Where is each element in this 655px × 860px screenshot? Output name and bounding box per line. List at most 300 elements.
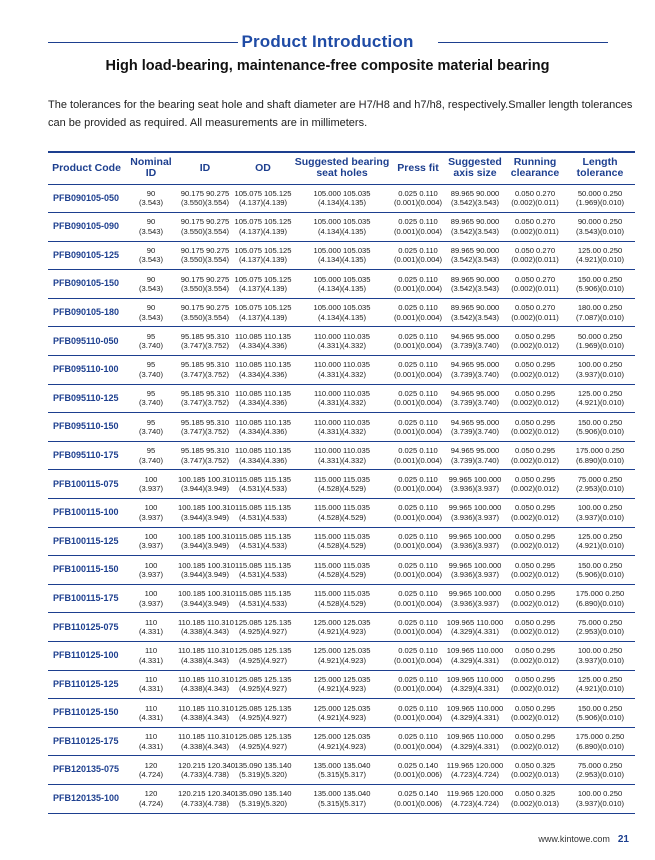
mm-values: 105.000 105.035 bbox=[313, 274, 371, 284]
mm-values: 100.185 100.310 bbox=[178, 560, 236, 570]
mm-values: 0.025 0.110 bbox=[398, 389, 438, 399]
od-cell bbox=[233, 613, 293, 642]
inch-values: (4.334)(4.336) bbox=[238, 369, 288, 379]
press-cell bbox=[391, 384, 445, 413]
mm-values: 120.215 120.340 bbox=[178, 760, 236, 770]
inch-values: (0.002)(0.012) bbox=[510, 484, 560, 494]
mm-values: 110.185 110.310 bbox=[178, 703, 234, 713]
mm-values: 75.000 0.250 bbox=[577, 760, 623, 770]
nominal-cell bbox=[125, 527, 177, 556]
clear-cell bbox=[505, 298, 565, 327]
mm-values: 95 bbox=[146, 331, 156, 341]
press-cell bbox=[391, 670, 445, 699]
axis-cell bbox=[445, 727, 505, 756]
inch-values: (3.944)(3.949) bbox=[180, 512, 230, 522]
mm-values: 135.090 135.140 bbox=[234, 789, 292, 799]
mm-values: 110.085 110.135 bbox=[235, 331, 291, 341]
inch-values: (0.002)(0.012) bbox=[510, 598, 560, 608]
mm-values: 110.000 110.035 bbox=[314, 389, 370, 399]
inch-values: (4.528)(4.529) bbox=[317, 512, 367, 522]
mm-values: 100.185 100.310 bbox=[178, 589, 236, 599]
inch-values: (6.890)(0.010) bbox=[575, 598, 625, 608]
inch-values: (0.001)(0.004) bbox=[393, 541, 443, 551]
axis-cell bbox=[445, 699, 505, 728]
inch-values: (4.334)(4.336) bbox=[238, 455, 288, 465]
inch-values: (3.543) bbox=[138, 198, 164, 208]
seat-cell bbox=[293, 784, 391, 813]
inch-values: (5.906)(0.010) bbox=[575, 570, 625, 580]
mm-values: 90.175 90.275 bbox=[180, 246, 230, 256]
mm-values: 110.185 110.310 bbox=[178, 674, 234, 684]
inch-values: (4.921)(0.010) bbox=[575, 684, 625, 694]
len-cell bbox=[565, 184, 635, 213]
mm-values: 95 bbox=[146, 417, 156, 427]
mm-values: 105.000 105.035 bbox=[313, 188, 371, 198]
mm-values: 0.025 0.110 bbox=[398, 188, 438, 198]
inch-values: (0.002)(0.011) bbox=[511, 198, 559, 208]
len-cell bbox=[565, 356, 635, 385]
inch-values: (3.944)(3.949) bbox=[180, 598, 230, 608]
mm-values: 95.185 95.310 bbox=[180, 331, 230, 341]
inch-values: (0.001)(0.004) bbox=[393, 741, 443, 751]
inch-values: (3.740) bbox=[138, 455, 164, 465]
mm-values: 75.000 0.250 bbox=[577, 617, 623, 627]
nominal-cell bbox=[125, 699, 177, 728]
axis-cell bbox=[445, 384, 505, 413]
inch-values: (3.542)(3.543) bbox=[450, 198, 500, 208]
clear-cell bbox=[505, 470, 565, 499]
od-cell bbox=[233, 413, 293, 442]
nominal-cell bbox=[125, 642, 177, 671]
inch-values: (0.001)(0.004) bbox=[393, 684, 443, 694]
clear-cell bbox=[505, 499, 565, 528]
footer-website[interactable]: www.kintowe.com bbox=[538, 834, 610, 844]
axis-cell bbox=[445, 527, 505, 556]
inch-values: (4.134)(4.135) bbox=[317, 284, 367, 294]
mm-values: 135.000 135.040 bbox=[313, 789, 371, 799]
inch-values: (4.334)(4.336) bbox=[238, 398, 288, 408]
table-row bbox=[48, 441, 635, 470]
mm-values: 0.025 0.110 bbox=[398, 417, 438, 427]
inch-values: (7.087)(0.010) bbox=[575, 312, 625, 322]
mm-values: 0.025 0.110 bbox=[398, 246, 438, 256]
mm-values: 115.000 115.035 bbox=[314, 532, 370, 542]
inch-values: (5.319)(5.320) bbox=[238, 798, 288, 808]
mm-values: 99.965 100.000 bbox=[448, 474, 502, 484]
product-code-cell: PFB100115-150 bbox=[48, 556, 125, 585]
press-cell bbox=[391, 270, 445, 299]
inch-values: (3.739)(3.740) bbox=[450, 398, 500, 408]
len-cell bbox=[565, 213, 635, 242]
clear-cell bbox=[505, 613, 565, 642]
mm-values: 90.000 0.250 bbox=[577, 217, 623, 227]
mm-values: 110 bbox=[144, 674, 158, 684]
mm-values: 105.075 105.125 bbox=[234, 217, 292, 227]
inch-values: (4.134)(4.135) bbox=[317, 312, 367, 322]
product-code-cell: PFB110125-125 bbox=[48, 670, 125, 699]
mm-values: 0.050 0.295 bbox=[514, 331, 556, 341]
mm-values: 110.085 110.135 bbox=[235, 446, 291, 456]
table-row bbox=[48, 413, 635, 442]
inch-values: (3.542)(3.543) bbox=[450, 255, 500, 265]
mm-values: 110.000 110.035 bbox=[314, 360, 370, 370]
table-row bbox=[48, 584, 635, 613]
id-cell bbox=[177, 527, 236, 556]
axis-cell bbox=[445, 413, 505, 442]
mm-values: 125.00 0.250 bbox=[577, 246, 623, 256]
intro-paragraph: The tolerances for the bearing seat hole and shaft diameter are H7/H8 and h7/h8, respectively.Smaller length tolerances can be provided as required. All measurements are in millimeters. bbox=[48, 99, 633, 129]
mm-values: 100 bbox=[144, 474, 158, 484]
inch-values: (3.739)(3.740) bbox=[450, 455, 500, 465]
clear-cell bbox=[505, 413, 565, 442]
len-cell bbox=[565, 584, 635, 613]
mm-values: 115.000 115.035 bbox=[314, 560, 370, 570]
inch-values: (0.002)(0.012) bbox=[510, 655, 560, 665]
mm-values: 115.000 115.035 bbox=[314, 589, 370, 599]
mm-values: 50.000 0.250 bbox=[577, 188, 623, 198]
mm-values: 125.000 125.035 bbox=[313, 646, 371, 656]
mm-values: 105.075 105.125 bbox=[234, 188, 292, 198]
mm-values: 90.175 90.275 bbox=[180, 274, 230, 284]
axis-cell bbox=[445, 613, 505, 642]
od-cell bbox=[233, 184, 293, 213]
mm-values: 115.085 115.135 bbox=[235, 532, 291, 542]
mm-values: 100.185 100.310 bbox=[178, 503, 236, 513]
press-cell bbox=[391, 727, 445, 756]
inch-values: (4.925)(4.927) bbox=[238, 684, 288, 694]
inch-values: (3.542)(3.543) bbox=[450, 284, 500, 294]
press-cell bbox=[391, 556, 445, 585]
od-cell bbox=[233, 527, 293, 556]
inch-values: (4.925)(4.927) bbox=[238, 712, 288, 722]
mm-values: 95 bbox=[146, 389, 156, 399]
inch-values: (4.733)(4.738) bbox=[180, 770, 230, 780]
inch-values: (0.002)(0.011) bbox=[511, 226, 559, 236]
mm-values: 95 bbox=[146, 446, 156, 456]
od-cell bbox=[233, 756, 293, 785]
od-cell bbox=[233, 670, 293, 699]
mm-values: 0.050 0.270 bbox=[514, 274, 556, 284]
mm-values: 0.025 0.110 bbox=[398, 331, 438, 341]
inch-values: (0.002)(0.012) bbox=[510, 369, 560, 379]
inch-values: (0.002)(0.012) bbox=[510, 741, 560, 751]
mm-values: 150.00 0.250 bbox=[577, 417, 623, 427]
mm-values: 110.000 110.035 bbox=[314, 331, 370, 341]
inch-values: (4.329)(4.331) bbox=[450, 684, 500, 694]
seat-cell bbox=[293, 499, 391, 528]
inch-values: (5.906)(0.010) bbox=[575, 284, 625, 294]
inch-values: (2.953)(0.010) bbox=[575, 770, 625, 780]
len-cell bbox=[565, 470, 635, 499]
inch-values: (5.319)(5.320) bbox=[238, 770, 288, 780]
inch-values: (0.002)(0.012) bbox=[510, 398, 560, 408]
mm-values: 0.025 0.110 bbox=[398, 703, 438, 713]
axis-cell bbox=[445, 642, 505, 671]
mm-values: 0.025 0.110 bbox=[398, 617, 438, 627]
press-cell bbox=[391, 642, 445, 671]
seat-cell bbox=[293, 584, 391, 613]
mm-values: 110 bbox=[144, 703, 158, 713]
inch-values: (3.542)(3.543) bbox=[450, 226, 500, 236]
seat-cell bbox=[293, 613, 391, 642]
mm-values: 125.085 125.135 bbox=[234, 674, 292, 684]
inch-values: (3.937)(0.010) bbox=[575, 798, 625, 808]
len-cell bbox=[565, 441, 635, 470]
axis-cell bbox=[445, 756, 505, 785]
mm-values: 99.965 100.000 bbox=[448, 560, 502, 570]
len-cell bbox=[565, 727, 635, 756]
mm-values: 0.050 0.295 bbox=[514, 732, 556, 742]
od-cell bbox=[233, 499, 293, 528]
clear-cell bbox=[505, 384, 565, 413]
len-cell bbox=[565, 756, 635, 785]
col-header-product-code: Product Code bbox=[48, 152, 125, 184]
od-cell bbox=[233, 441, 293, 470]
seat-cell bbox=[293, 727, 391, 756]
press-cell bbox=[391, 213, 445, 242]
inch-values: (4.921)(0.010) bbox=[575, 398, 625, 408]
product-code-cell: PFB095110-100 bbox=[48, 356, 125, 385]
inch-values: (4.921)(4.923) bbox=[317, 712, 367, 722]
inch-values: (0.001)(0.004) bbox=[393, 712, 443, 722]
mm-values: 0.050 0.295 bbox=[514, 560, 556, 570]
mm-values: 95.185 95.310 bbox=[180, 446, 230, 456]
table-row bbox=[48, 784, 635, 813]
inch-values: (0.002)(0.012) bbox=[510, 684, 560, 694]
mm-values: 0.050 0.295 bbox=[514, 503, 556, 513]
mm-values: 110 bbox=[144, 646, 158, 656]
inch-values: (5.315)(5.317) bbox=[317, 798, 367, 808]
inch-values: (4.338)(4.343) bbox=[180, 741, 230, 751]
od-cell bbox=[233, 727, 293, 756]
mm-values: 105.075 105.125 bbox=[234, 246, 292, 256]
table-row bbox=[48, 756, 635, 785]
mm-values: 0.050 0.270 bbox=[514, 188, 556, 198]
inch-values: (0.001)(0.004) bbox=[393, 570, 443, 580]
mm-values: 0.025 0.110 bbox=[398, 532, 438, 542]
inch-values: (0.002)(0.012) bbox=[510, 712, 560, 722]
press-cell bbox=[391, 441, 445, 470]
inch-values: (5.906)(0.010) bbox=[575, 427, 625, 437]
inch-values: (0.002)(0.012) bbox=[510, 427, 560, 437]
inch-values: (4.331)(4.332) bbox=[317, 369, 367, 379]
len-cell bbox=[565, 699, 635, 728]
inch-values: (3.937)(0.010) bbox=[575, 655, 625, 665]
page-subtitle: High load-bearing, maintenance-free composite material bearing bbox=[105, 58, 550, 74]
inch-values: (3.747)(3.752) bbox=[180, 369, 230, 379]
mm-values: 125.085 125.135 bbox=[234, 732, 292, 742]
inch-values: (3.550)(3.554) bbox=[180, 198, 230, 208]
product-code-cell: PFB095110-175 bbox=[48, 441, 125, 470]
nominal-cell bbox=[125, 184, 177, 213]
product-code-cell: PFB100115-175 bbox=[48, 584, 125, 613]
nominal-cell bbox=[125, 356, 177, 385]
page-number: 21 bbox=[617, 834, 629, 845]
mm-values: 105.000 105.035 bbox=[313, 246, 371, 256]
axis-cell bbox=[445, 784, 505, 813]
col-header-running-clearance: Running clearance bbox=[505, 152, 565, 184]
inch-values: (3.747)(3.752) bbox=[180, 341, 230, 351]
inch-values: (3.550)(3.554) bbox=[180, 284, 230, 294]
table-row bbox=[48, 213, 635, 242]
mm-values: 90 bbox=[146, 246, 156, 256]
mm-values: 100 bbox=[144, 503, 158, 513]
inch-values: (4.723)(4.724) bbox=[450, 798, 500, 808]
inch-values: (4.137)(4.139) bbox=[238, 198, 288, 208]
id-cell bbox=[177, 784, 236, 813]
table-row bbox=[48, 699, 635, 728]
inch-values: (2.953)(0.010) bbox=[575, 484, 625, 494]
table-row bbox=[48, 270, 635, 299]
mm-values: 110.000 110.035 bbox=[314, 446, 370, 456]
inch-values: (4.528)(4.529) bbox=[317, 484, 367, 494]
id-cell bbox=[177, 184, 233, 213]
nominal-cell bbox=[125, 784, 177, 813]
seat-cell bbox=[293, 184, 391, 213]
inch-values: (4.925)(4.927) bbox=[238, 627, 288, 637]
mm-values: 125.085 125.135 bbox=[234, 703, 292, 713]
inch-values: (4.531)(4.533) bbox=[238, 598, 288, 608]
id-cell bbox=[177, 270, 233, 299]
mm-values: 109.965 110.000 bbox=[446, 703, 504, 713]
od-cell bbox=[233, 470, 293, 499]
mm-values: 0.025 0.140 bbox=[397, 789, 439, 799]
len-cell bbox=[565, 784, 635, 813]
mm-values: 100 bbox=[144, 560, 158, 570]
nominal-cell bbox=[125, 613, 177, 642]
mm-values: 95.185 95.310 bbox=[180, 360, 230, 370]
mm-values: 95.185 95.310 bbox=[180, 389, 230, 399]
table-row bbox=[48, 670, 635, 699]
seat-cell bbox=[293, 470, 391, 499]
inch-values: (3.937) bbox=[138, 484, 164, 494]
inch-values: (0.002)(0.012) bbox=[510, 341, 560, 351]
clear-cell bbox=[505, 213, 565, 242]
mm-values: 0.025 0.110 bbox=[398, 646, 438, 656]
inch-values: (0.002)(0.012) bbox=[510, 541, 560, 551]
inch-values: (4.329)(4.331) bbox=[450, 627, 500, 637]
inch-values: (3.739)(3.740) bbox=[450, 341, 500, 351]
inch-values: (0.001)(0.006) bbox=[393, 770, 443, 780]
mm-values: 0.025 0.110 bbox=[398, 732, 438, 742]
od-cell bbox=[233, 270, 293, 299]
press-cell bbox=[391, 356, 445, 385]
product-code-cell: PFB110125-175 bbox=[48, 727, 125, 756]
id-cell bbox=[177, 613, 233, 642]
od-cell bbox=[233, 356, 293, 385]
mm-values: 125.000 125.035 bbox=[313, 732, 371, 742]
inch-values: (0.002)(0.012) bbox=[510, 627, 560, 637]
mm-values: 0.050 0.295 bbox=[514, 703, 556, 713]
nominal-cell bbox=[125, 298, 177, 327]
inch-values: (0.002)(0.011) bbox=[511, 255, 559, 265]
mm-values: 0.025 0.110 bbox=[398, 360, 438, 370]
mm-values: 89.965 90.000 bbox=[450, 246, 500, 256]
mm-values: 100.00 0.250 bbox=[577, 360, 623, 370]
seat-cell bbox=[293, 413, 391, 442]
inch-values: (4.329)(4.331) bbox=[450, 655, 500, 665]
product-code-cell: PFB100115-125 bbox=[48, 527, 125, 556]
inch-values: (4.723)(4.724) bbox=[450, 770, 500, 780]
id-cell bbox=[177, 413, 233, 442]
mm-values: 94.965 95.000 bbox=[450, 331, 500, 341]
inch-values: (0.001)(0.004) bbox=[393, 198, 443, 208]
mm-values: 95 bbox=[146, 360, 156, 370]
table-row bbox=[48, 613, 635, 642]
table-row bbox=[48, 727, 635, 756]
inch-values: (5.906)(0.010) bbox=[575, 712, 625, 722]
mm-values: 125.00 0.250 bbox=[577, 532, 623, 542]
press-cell bbox=[391, 613, 445, 642]
product-code-cell: PFB090105-150 bbox=[48, 270, 125, 299]
clear-cell bbox=[505, 441, 565, 470]
product-code-cell: PFB095110-050 bbox=[48, 327, 125, 356]
product-code-cell: PFB120135-075 bbox=[48, 756, 125, 785]
product-code-cell: PFB100115-075 bbox=[48, 470, 125, 499]
inch-values: (0.001)(0.004) bbox=[393, 312, 443, 322]
product-code-cell: PFB095110-125 bbox=[48, 384, 125, 413]
inch-values: (3.747)(3.752) bbox=[180, 455, 230, 465]
mm-values: 100 bbox=[144, 532, 158, 542]
id-cell bbox=[177, 499, 236, 528]
press-cell bbox=[391, 499, 445, 528]
od-cell bbox=[233, 642, 293, 671]
mm-values: 115.085 115.135 bbox=[235, 560, 291, 570]
od-cell bbox=[233, 699, 293, 728]
seat-cell bbox=[293, 556, 391, 585]
inch-values: (0.002)(0.012) bbox=[510, 512, 560, 522]
mm-values: 0.050 0.295 bbox=[514, 589, 556, 599]
mm-values: 115.085 115.135 bbox=[235, 589, 291, 599]
table-row bbox=[48, 298, 635, 327]
mm-values: 50.000 0.250 bbox=[577, 331, 623, 341]
mm-values: 110.000 110.035 bbox=[314, 417, 370, 427]
table-row bbox=[48, 470, 635, 499]
mm-values: 150.00 0.250 bbox=[577, 703, 623, 713]
inch-values: (3.937) bbox=[138, 598, 164, 608]
inch-values: (3.936)(3.937) bbox=[450, 512, 500, 522]
len-cell bbox=[565, 499, 635, 528]
inch-values: (4.137)(4.139) bbox=[238, 226, 288, 236]
id-cell bbox=[177, 727, 233, 756]
table-row bbox=[48, 499, 635, 528]
mm-values: 0.050 0.295 bbox=[514, 417, 556, 427]
mm-values: 125.000 125.035 bbox=[313, 617, 371, 627]
mm-values: 150.00 0.250 bbox=[577, 274, 623, 284]
od-cell bbox=[233, 584, 293, 613]
clear-cell bbox=[505, 756, 565, 785]
inch-values: (4.925)(4.927) bbox=[238, 741, 288, 751]
len-cell bbox=[565, 384, 635, 413]
inch-values: (4.137)(4.139) bbox=[238, 255, 288, 265]
product-code-cell: PFB110125-150 bbox=[48, 699, 125, 728]
col-header-press-fit: Press fit bbox=[391, 152, 445, 184]
mm-values: 110 bbox=[144, 732, 158, 742]
product-code-cell: PFB110125-075 bbox=[48, 613, 125, 642]
mm-values: 110.085 110.135 bbox=[235, 417, 291, 427]
mm-values: 119.965 120.000 bbox=[446, 760, 504, 770]
mm-values: 100.185 100.310 bbox=[178, 532, 236, 542]
id-cell bbox=[177, 756, 236, 785]
mm-values: 100.185 100.310 bbox=[178, 474, 236, 484]
mm-values: 120.215 120.340 bbox=[178, 789, 236, 799]
seat-cell bbox=[293, 327, 391, 356]
inch-values: (0.001)(0.006) bbox=[393, 798, 443, 808]
mm-values: 175.000 0.250 bbox=[575, 589, 625, 599]
mm-values: 110.185 110.310 bbox=[178, 617, 234, 627]
nominal-cell bbox=[125, 413, 177, 442]
mm-values: 0.050 0.270 bbox=[514, 217, 556, 227]
